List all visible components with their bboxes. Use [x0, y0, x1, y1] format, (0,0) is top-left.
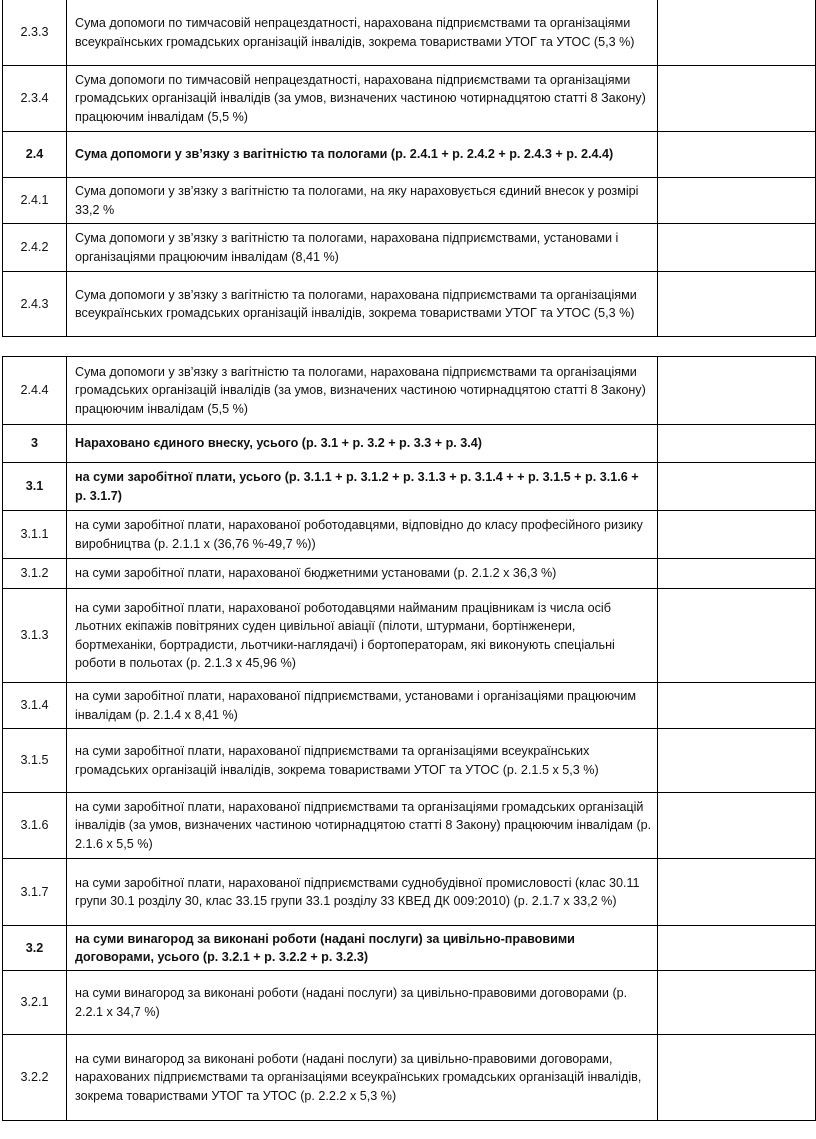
row-number: 3.1.4 [3, 683, 67, 729]
row-description: на суми заробітної плати, нарахованої роботодавцями, відповідно до класу професійного ризику виробництва (р. 2.1.1 х (36,76 %-49,7 %)) [67, 511, 658, 559]
row-description: на суми заробітної плати, нарахованої підприємствами та організаціями громадських організацій інвалідів (за умов, визначених частиною чотирнадцятою статті 8 Закону) працюючим інвалідам (р. 2.1.6 х 5,5 %) [67, 793, 658, 859]
row-description: Сума допомоги у зв’язку з вагітністю та пологами, нарахована підприємствами та організаціями всеукраїнських громадських організацій інвалідів, зокрема товариствами УТОГ та УТОС (5,3 %) [67, 272, 658, 337]
value-cell[interactable] [658, 1035, 816, 1121]
row-description: Сума допомоги по тимчасовій непрацездатності, нарахована підприємствами та організаціями всеукраїнських громадських організацій інвалідів, зокрема товариствами УТОГ та УТОС (5,3 %) [67, 0, 658, 66]
row-description: на суми заробітної плати, нарахованої підприємствами, установами і організаціями працюючим інвалідам (р. 2.1.4 х 8,41 %) [67, 683, 658, 729]
row-number: 3.2.1 [3, 971, 67, 1035]
value-cell[interactable] [658, 178, 816, 224]
table-row [3, 793, 816, 859]
row-description: на суми винагород за виконані роботи (надані послуги) за цивільно-правовими договорами, усього (р. 3.2.1 + р. 3.2.2 + р. 3.2.3) [67, 926, 658, 971]
table-row [3, 463, 816, 511]
row-number: 2.3.4 [3, 66, 67, 132]
row-number: 3.1 [3, 463, 67, 511]
value-cell[interactable] [658, 729, 816, 793]
value-cell[interactable] [658, 66, 816, 132]
table-row [3, 272, 816, 337]
row-description: на суми заробітної плати, нарахованої підприємствами та організаціями всеукраїнських громадських організацій інвалідів, зокрема товариствами УТОГ та УТОС (р. 2.1.5 х 5,3 %) [67, 729, 658, 793]
row-number: 2.4.4 [3, 357, 67, 425]
table-row [3, 66, 816, 132]
value-cell[interactable] [658, 859, 816, 926]
table-row [3, 132, 816, 178]
row-number: 3.1.2 [3, 559, 67, 589]
report-table-bottom [2, 356, 816, 1121]
row-description: на суми заробітної плати, нарахованої роботодавцями найманим працівникам із числа осіб льотних екіпажів повітряних суден цивільної авіації (пілоти, штурмани, бортінженери, бортмеханіки, бортрадисти, льотчики-наглядачі) і бортоператорам, які виконують спеціальні роботи в польотах (р. 2.1.3 х 45,96 %) [67, 589, 658, 683]
row-number: 3 [3, 425, 67, 463]
table-row [3, 178, 816, 224]
value-cell[interactable] [658, 926, 816, 971]
table-row [3, 926, 816, 971]
value-cell[interactable] [658, 224, 816, 272]
row-number: 3.1.1 [3, 511, 67, 559]
row-description: на суми винагород за виконані роботи (надані послуги) за цивільно-правовими договорами, нарахованих підприємствами та організаціями всеукраїнських громадських організацій інвалідів, зокрема товариствами УТОГ та УТОС (р. 2.2.2 х 5,3 %) [67, 1035, 658, 1121]
row-description: Сума допомоги у зв’язку з вагітністю та пологами, на яку нараховується єдиний внесок у розмірі 33,2 % [67, 178, 658, 224]
value-cell[interactable] [658, 357, 816, 425]
row-description: на суми заробітної плати, нарахованої бюджетними установами (р. 2.1.2 х 36,3 %) [67, 559, 658, 589]
row-number: 2.4.1 [3, 178, 67, 224]
row-number: 3.1.5 [3, 729, 67, 793]
table-row [3, 559, 816, 589]
value-cell[interactable] [658, 589, 816, 683]
row-number: 2.4.2 [3, 224, 67, 272]
row-number: 3.1.7 [3, 859, 67, 926]
row-number: 3.2 [3, 926, 67, 971]
value-cell[interactable] [658, 463, 816, 511]
report-table-top [2, 0, 816, 337]
row-number: 2.4.3 [3, 272, 67, 337]
row-description: Сума допомоги у зв’язку з вагітністю та пологами (р. 2.4.1 + р. 2.4.2 + р. 2.4.3 + р. 2.4.4) [67, 132, 658, 178]
row-number: 3.1.3 [3, 589, 67, 683]
row-number: 3.2.2 [3, 1035, 67, 1121]
row-number: 2.3.3 [3, 0, 67, 66]
value-cell[interactable] [658, 683, 816, 729]
table-row [3, 683, 816, 729]
value-cell[interactable] [658, 132, 816, 178]
row-description: на суми заробітної плати, усього (р. 3.1.1 + р. 3.1.2 + р. 3.1.3 + р. 3.1.4 + + р. 3.1.5 + р. 3.1.6 + р. 3.1.7) [67, 463, 658, 511]
table-row [3, 971, 816, 1035]
row-description: на суми заробітної плати, нарахованої підприємствами суднобудівної промисловості (клас 30.11 групи 30.1 розділу 30, клас 33.15 групи 33.1 розділу 33 КВЕД ДК 009:2010) (р. 2.1.7 х 33,2 %) [67, 859, 658, 926]
table-row [3, 589, 816, 683]
row-description: Нараховано єдиного внеску, усього (р. 3.1 + р. 3.2 + р. 3.3 + р. 3.4) [67, 425, 658, 463]
table-row [3, 357, 816, 425]
table-row [3, 425, 816, 463]
value-cell[interactable] [658, 559, 816, 589]
row-number: 2.4 [3, 132, 67, 178]
table-row [3, 859, 816, 926]
value-cell[interactable] [658, 793, 816, 859]
table-row [3, 224, 816, 272]
value-cell[interactable] [658, 971, 816, 1035]
value-cell[interactable] [658, 425, 816, 463]
row-description: Сума допомоги по тимчасовій непрацездатності, нарахована підприємствами та організаціями громадських організацій інвалідів (за умов, визначених частиною чотирнадцятою статті 8 Закону) працюючим інвалідам (5,5 %) [67, 66, 658, 132]
value-cell[interactable] [658, 0, 816, 66]
table-row [3, 1035, 816, 1121]
row-description: Сума допомоги у зв’язку з вагітністю та пологами, нарахована підприємствами та організаціями громадських організацій інвалідів (за умов, визначених частиною чотирнадцятою статті 8 Закону) працюючим інвалідам (5,5 %) [67, 357, 658, 425]
row-description: Сума допомоги у зв’язку з вагітністю та пологами, нарахована підприємствами, установами і організаціями працюючим інвалідам (8,41 %) [67, 224, 658, 272]
row-description: на суми винагород за виконані роботи (надані послуги) за цивільно-правовими договорами (р. 2.2.1 х 34,7 %) [67, 971, 658, 1035]
value-cell[interactable] [658, 272, 816, 337]
row-number: 3.1.6 [3, 793, 67, 859]
value-cell[interactable] [658, 511, 816, 559]
table-row [3, 511, 816, 559]
table-row [3, 729, 816, 793]
table-row [3, 0, 816, 66]
